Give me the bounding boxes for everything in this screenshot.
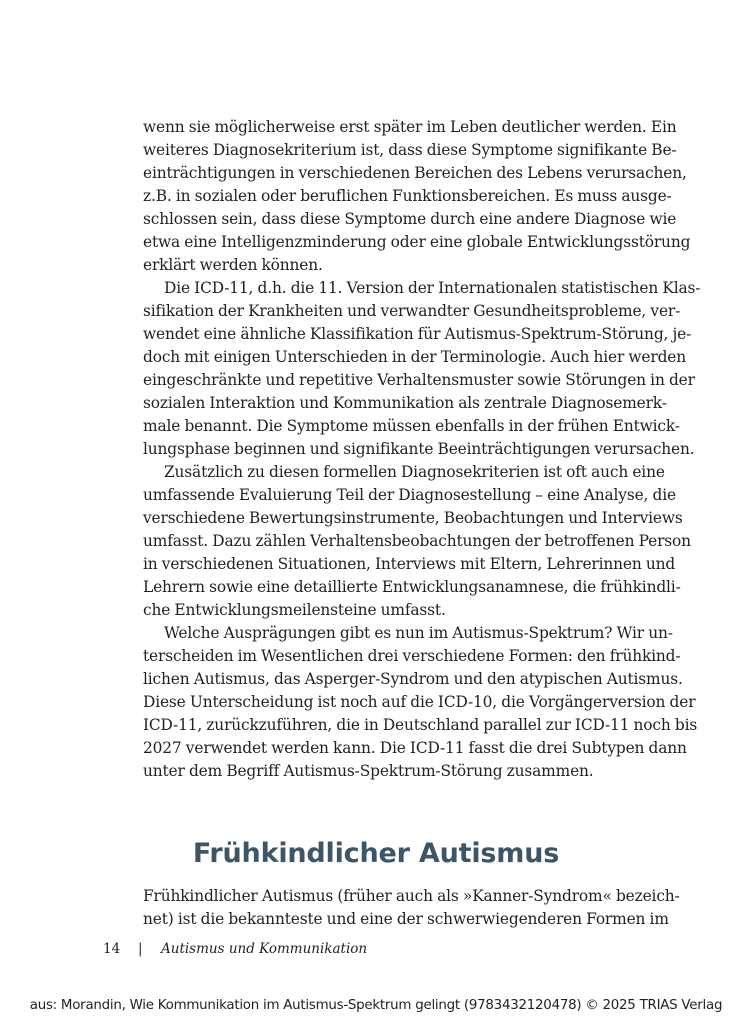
body-line: terscheiden im Wesentlichen drei verschiedene Formen: den frühkind-: [143, 647, 681, 666]
source-credit: aus: Morandin, Wie Kommunikation im Autismus-Spektrum gelingt (9783432120478) © 2025 TRIAS Verlag: [29, 998, 723, 1013]
body-line: umfassende Evaluierung Teil der Diagnosestellung – eine Analyse, die: [143, 486, 676, 505]
body-line: Welche Ausprägungen gibt es nun im Autismus-Spektrum? Wir un-: [164, 624, 673, 643]
body-line: etwa eine Intelligenzminderung oder eine globale Entwicklungsstörung: [143, 233, 691, 252]
body-line: in verschiedenen Situationen, Interviews mit Eltern, Lehrerinnen und: [143, 555, 676, 574]
body-line: z.B. in sozialen oder beruflichen Funktionsbereichen. Es muss ausge-: [143, 187, 672, 206]
footer-separator: |: [138, 941, 143, 957]
body-line: Zusätzlich zu diesen formellen Diagnosekriterien ist oft auch eine: [164, 463, 665, 482]
body-line: Die ICD-11, d.h. die 11. Version der Internationalen statistischen Klas-: [164, 279, 701, 298]
body-line: verschiedene Bewertungsinstrumente, Beobachtungen und Interviews: [143, 509, 683, 528]
body-line: 2027 verwendet werden kann. Die ICD-11 fasst die drei Subtypen dann: [143, 739, 687, 758]
body-line: lichen Autismus, das Asperger-Syndrom und den atypischen Autismus.: [143, 670, 683, 689]
body-line: lungsphase beginnen und signifikante Beeinträchtigungen verursachen.: [143, 440, 695, 459]
body-line: Diese Unterscheidung ist noch auf die ICD-10, die Vorgängerversion der: [143, 693, 696, 712]
body-line: umfasst. Dazu zählen Verhaltensbeobachtungen der betroffenen Person: [143, 532, 691, 551]
body-line: wendet eine ähnliche Klassifikation für Autismus-Spektrum-Störung, je-: [143, 325, 692, 344]
body-line: sifikation der Krankheiten und verwandter Gesundheitsprobleme, ver-: [143, 302, 681, 321]
body-line: ICD-11, zurückzuführen, die in Deutschland parallel zur ICD-11 noch bis: [143, 716, 698, 735]
body-line: net) ist die bekannteste und eine der schwerwiegenderen Formen im: [143, 910, 669, 929]
body-line: unter dem Begriff Autismus-Spektrum-Störung zusammen.: [143, 762, 594, 781]
body-line: weiteres Diagnosekriterium ist, dass diese Symptome signifikante Be-: [143, 141, 677, 160]
body-line: schlossen sein, dass diese Symptome durch eine andere Diagnose wie: [143, 210, 677, 229]
body-line: che Entwicklungsmeilensteine umfasst.: [143, 601, 446, 620]
body-line: wenn sie möglicherweise erst später im Leben deutlicher werden. Ein: [143, 118, 677, 137]
section-heading: Frühkindlicher Autismus: [192, 838, 560, 870]
running-head: Autismus und Kommunikation: [161, 941, 368, 957]
body-line: doch mit einigen Unterschieden in der Terminologie. Auch hier werden: [143, 348, 686, 367]
body-line: male benannt. Die Symptome müssen ebenfalls in der frühen Entwick-: [143, 417, 680, 436]
body-line: erklärt werden können.: [143, 256, 323, 275]
body-line: eingeschränkte und repetitive Verhaltensmuster sowie Störungen in der: [143, 371, 695, 390]
body-line: einträchtigungen in verschiedenen Bereichen des Lebens verursachen,: [143, 164, 687, 183]
body-line: Lehrern sowie eine detaillierte Entwicklungsanamnese, die frühkindli-: [143, 578, 681, 597]
page-number: 14: [103, 941, 121, 957]
body-line: sozialen Interaktion und Kommunikation als zentrale Diagnosemerk-: [143, 394, 667, 413]
body-line: Frühkindlicher Autismus (früher auch als »Kanner-Syndrom« bezeich-: [143, 887, 680, 906]
